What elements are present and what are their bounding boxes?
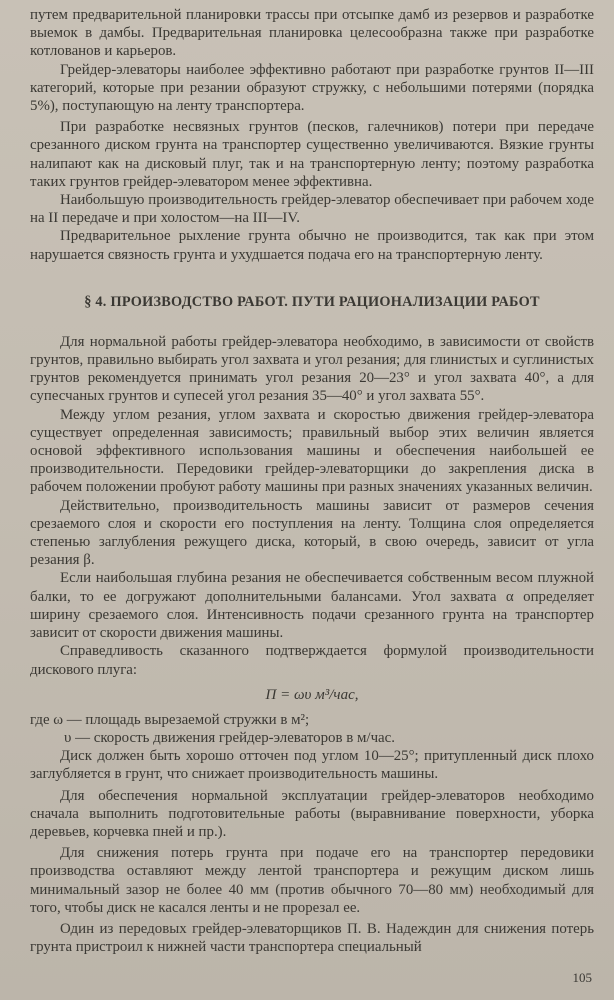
formula-definitions — [30, 711, 594, 747]
paragraph: Предварительное рыхление грунта обычно не производится, так как при этом нарушается связность грунта и ухудшается подача его на транспортерную ленту. — [30, 228, 594, 263]
section-heading: § 4. ПРОИЗВОДСТВО РАБОТ. ПУТИ РАЦИОНАЛИЗАЦИИ РАБОТ — [84, 293, 540, 310]
paragraph: Диск должен быть хорошо отточен под углом 10—25°; притупленный диск плохо заглубляется в грунт, что снижает производительность машины. — [30, 748, 594, 783]
paragraph: Для снижения потерь грунта при подаче его на транспортер передовики производства оставляют между лентой транспортера и режущим диском лишь минимальный зазор не более 40 мм (против обычного 70—80 мм) необходимый для того, чтобы диск не касался ленты и не прорезал ее. — [30, 845, 594, 916]
definition-upsilon: υ — скорость движения грейдер-элеваторов в м/час. — [64, 729, 396, 746]
paragraph: Один из передовых грейдер-элеваторщиков П. В. Надеждин для снижения потерь грунта пристроил к нижней части транспортера специальный — [30, 920, 594, 956]
paragraph: Для обеспечения нормальной эксплуатации грейдер-элеваторов необходимо сначала выполнить подготовительные работы (выравнивание поверхности, уборка деревьев, корчевка пней и пр.). — [30, 787, 594, 840]
paragraph: Если наибольшая глубина резания не обеспечивается собственным весом плужной балки, то ее догружают дополнительными балансами. Угол захвата α определяет ширину срезаемого слоя. Интенсивность подачи срезанного грунта на транспортер зависит от скорости движения машины. — [30, 570, 594, 642]
paragraph: Для нормальной работы грейдер-элеватора необходимо, в зависимости от свойств грунтов, правильно выбирать угол захвата и угол резания; для глинистых и суглинистых грунтов рекомендуется принимать угол резания 20—23° и угол захвата 40°, а для супесчаных грунтов и супесей угол резания 35—40° и угол захвата 55°. — [30, 333, 594, 405]
paragraph: Грейдер-элеваторы наиболее эффективно работают при разработке грунтов II—III категорий, которые при резании образуют стружку, с небольшими потерями (порядка 5%), поступающую на ленту транспортера. — [30, 61, 594, 115]
definition-omega: где ω — площадь вырезаемой стружки в м²; — [30, 711, 310, 728]
text-column — [30, 6, 594, 956]
paragraph-continued: путем предварительной планировки трассы при отсыпке дамб из резервов и разработке выемок в дамбы. Предварительная планировка целесообразна также при разработке котлованов и карьеров. — [30, 7, 594, 60]
paragraph: Справедливость сказанного подтверждается формулой производительности дискового плуга: — [30, 643, 594, 678]
paragraph: При разработке несвязных грунтов (песков, галечников) потери при передаче срезанного диском грунта на транспортер существенно увеличиваются. Вязкие грунты налипают как на дисковый плуг, так и на транспортерную ленту; поэтому разработка таких грунтов грейдер-элеватором менее эффективна. — [30, 119, 594, 190]
paragraph: Наибольшую производительность грейдер-элеватор обеспечивает при рабочем ходе на II передаче и при холостом—на III—IV. — [30, 192, 594, 227]
paragraph: Действительно, производительность машины зависит от размеров сечения срезаемого слоя и скорости его поступления на ленту. Толщина слоя определяется степенью заглубления режущего диска, который, в свою очередь, зависит от угла резания β. — [30, 497, 594, 569]
paragraph: Между углом резания, углом захвата и скоростью движения грейдер-элеватора существует определенная зависимость; правильный выбор этих величин является основой эффективного использования машины и обеспечения наибольшей ее производительности. Передовики грейдер-элеваторщики до закрепления диска в рабочем положении пробуют работу машины при разных значениях указанных величин. — [30, 406, 594, 496]
page-number: 105 — [572, 970, 592, 985]
productivity-formula: П = ωυ м³/час, — [265, 686, 359, 703]
